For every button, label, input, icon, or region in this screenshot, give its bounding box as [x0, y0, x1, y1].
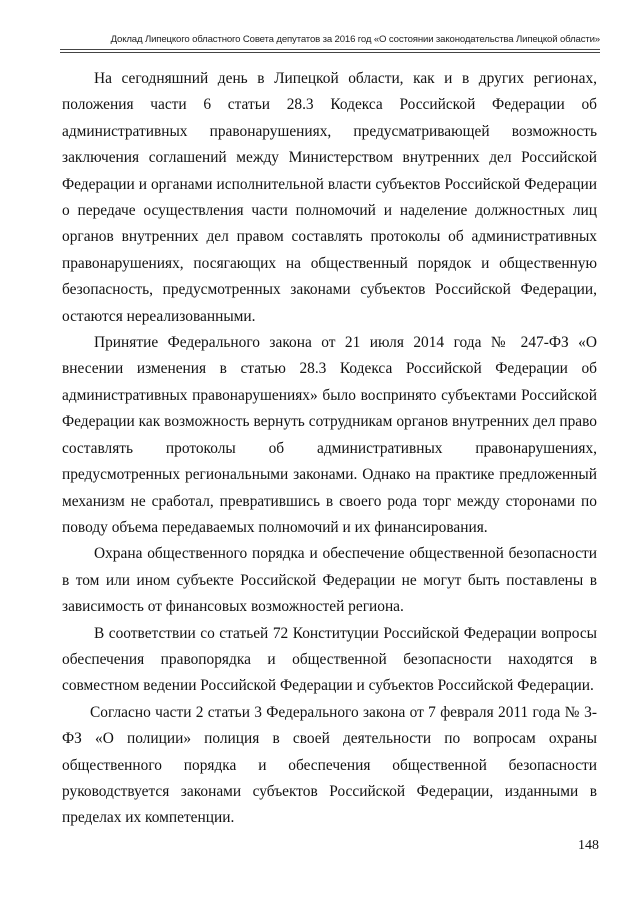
paragraph-1: На сегодняшний день в Липецкой области, как и в других регионах, положения части 6 статьи 28.3 Кодекса Российской Федерации об административных правонарушениях, предусматривающей возможность заключения соглашений между Министерством внутренних дел Российской Федерации и органами исполнительной власти субъектов Российской Федерации о передаче осуществления части полномочий и наделение должностных лиц органов внутренних дел правом составлять протоколы об административных правонарушениях, посягающих на общественный порядок и общественную безопасность, предусмотренных законами субъектов Российской Федерации, остаются нереализованными. — [62, 70, 597, 325]
page-number: 148 — [578, 838, 599, 853]
paragraph-3: Охрана общественного порядка и обеспечение общественной безопасности в том или ином субъекте Российской Федерации не могут быть поставлены в зависимость от финансовых возможностей региона. — [62, 545, 597, 616]
paragraph-5: Согласно части 2 статьи 3 Федерального закона от 7 февраля 2011 года № 3-ФЗ «О полиции» полиция в своей деятельности по вопросам охраны общественного порядка и обеспечения общественной безопасности руководствуется законами субъектов Российской Федерации, изданными в пределах их компетенции. — [62, 703, 597, 827]
body-text — [62, 66, 597, 832]
header-rule — [60, 49, 600, 53]
paragraph-4: В соответствии со статьей 72 Конституции Российской Федерации вопросы обеспечения правопорядка и общественной безопасности находятся в совместном ведении Российской Федерации и субъектов Российской Федерации. — [62, 624, 597, 695]
paragraph-2: Принятие Федерального закона от 21 июля 2014 года № 247-ФЗ «О внесении изменения в статью 28.3 Кодекса Российской Федерации об административных правонарушениях» было воспринято субъектами Российской Федерации как возможность вернуть сотрудникам органов внутренних дел право составлять протоколы об административных правонарушениях, предусмотренных региональными законами. Однако на практике предложенный механизм не сработал, превратившись в своего рода торг между сторонами по поводу объема передаваемых полномочий и их финансирования. — [62, 334, 597, 536]
running-header: Доклад Липецкого областного Совета депутатов за 2016 год «О состоянии законодательства Липецкой области» — [110, 34, 600, 45]
